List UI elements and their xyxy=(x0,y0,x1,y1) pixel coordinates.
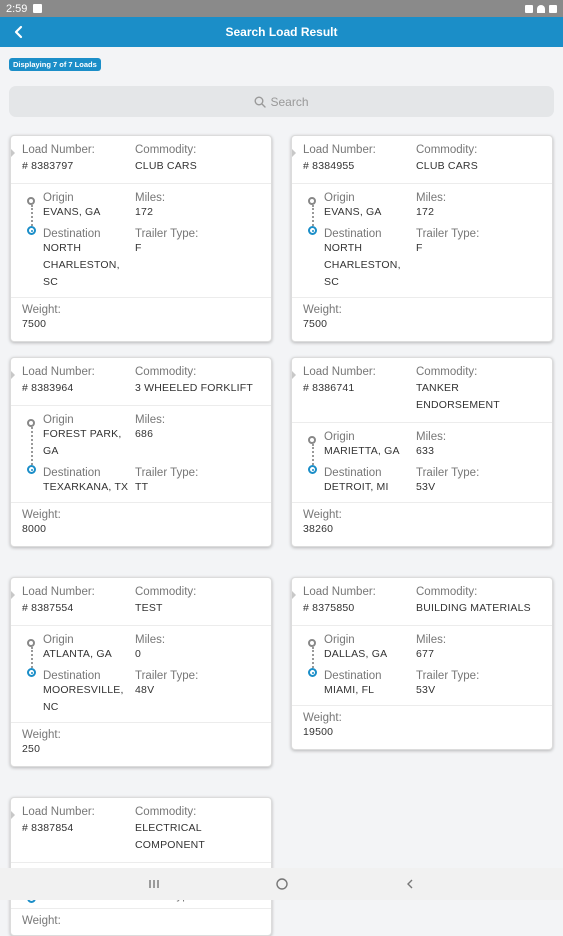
status-time: 2:59 xyxy=(6,2,28,15)
destination-label: Destination xyxy=(324,670,382,682)
commodity-value: ELECTRICAL COMPONENT xyxy=(135,822,206,851)
route-dotted-line xyxy=(312,205,314,226)
miles-value: 686 xyxy=(135,428,154,440)
commodity-value: BUILDING MATERIALS xyxy=(416,602,531,614)
origin-value: FOREST PARK, GA xyxy=(43,428,122,457)
origin-label: Origin xyxy=(43,634,74,646)
route-indicator xyxy=(27,639,37,677)
route-indicator xyxy=(27,419,37,474)
weight-label: Weight: xyxy=(303,509,342,521)
load-number-label: Load Number: xyxy=(303,366,376,378)
back-button[interactable] xyxy=(8,21,30,43)
home-icon xyxy=(275,877,289,891)
notification-icon xyxy=(33,4,42,13)
search-icon xyxy=(254,96,266,108)
origin-value: EVANS, GA xyxy=(324,206,382,218)
recents-icon xyxy=(148,878,160,890)
commodity-label: Commodity: xyxy=(416,144,478,156)
weight-label: Weight: xyxy=(22,304,61,316)
trailer-type-value: TT xyxy=(135,481,149,493)
weight-section xyxy=(11,297,271,341)
search-placeholder: Search xyxy=(270,94,309,109)
route-dotted-line xyxy=(312,444,314,465)
route-indicator xyxy=(27,197,37,235)
weight-section xyxy=(11,908,271,935)
trailer-type-value: 53V xyxy=(416,481,436,493)
results-count-badge: Displaying 7 of 7 Loads xyxy=(9,58,101,71)
system-nav-bar xyxy=(0,868,563,900)
miles-value: 0 xyxy=(135,648,142,660)
load-card[interactable] xyxy=(291,135,553,342)
trailer-type-label: Trailer Type: xyxy=(135,228,199,240)
route-dotted-line xyxy=(31,205,33,226)
card-corner-marker xyxy=(11,591,15,599)
route-dotted-line xyxy=(312,647,314,668)
load-number-value: # 8384955 xyxy=(303,160,355,172)
route-indicator xyxy=(308,639,318,677)
destination-value: MOORESVILLE, NC xyxy=(43,684,124,713)
recents-button[interactable] xyxy=(144,874,164,894)
origin-value: EVANS, GA xyxy=(43,206,101,218)
origin-marker-icon xyxy=(27,197,35,205)
card-corner-marker xyxy=(11,811,15,819)
weight-value: 38260 xyxy=(303,523,334,535)
load-card[interactable] xyxy=(291,357,553,547)
destination-label: Destination xyxy=(324,228,382,240)
load-number-label: Load Number: xyxy=(303,586,376,598)
commodity-value: 3 WHEELED FORKLIFT xyxy=(135,382,253,394)
load-number-value: # 8387854 xyxy=(22,822,74,834)
load-number-label: Load Number: xyxy=(303,144,376,156)
destination-marker-icon xyxy=(27,668,36,677)
battery-icon xyxy=(549,5,557,13)
weight-section xyxy=(292,705,552,749)
lock-icon xyxy=(525,5,533,13)
destination-label: Destination xyxy=(43,228,101,240)
destination-marker-icon xyxy=(27,465,36,474)
wifi-icon xyxy=(537,5,545,13)
origin-marker-icon xyxy=(308,197,316,205)
weight-section xyxy=(292,297,552,341)
miles-label: Miles: xyxy=(135,634,166,646)
load-number-value: # 8383964 xyxy=(22,382,74,394)
origin-label: Origin xyxy=(324,192,355,204)
load-number-label: Load Number: xyxy=(22,806,95,818)
load-card[interactable] xyxy=(10,577,272,767)
nav-back-button[interactable] xyxy=(400,874,420,894)
weight-label: Weight: xyxy=(22,915,61,927)
route-indicator xyxy=(308,197,318,235)
miles-label: Miles: xyxy=(416,634,447,646)
origin-marker-icon xyxy=(27,419,35,427)
page-title: Search Load Result xyxy=(225,25,338,39)
origin-value: ATLANTA, GA xyxy=(43,648,112,660)
route-section xyxy=(11,625,271,722)
destination-value: DETROIT, MI xyxy=(324,481,389,493)
weight-label: Weight: xyxy=(22,729,61,741)
weight-section xyxy=(11,722,271,766)
destination-value: NORTH CHARLESTON, SC xyxy=(43,242,120,288)
destination-value: TEXARKANA, TX xyxy=(43,481,129,493)
origin-label: Origin xyxy=(324,431,355,443)
route-section xyxy=(292,422,552,502)
miles-value: 172 xyxy=(135,206,154,218)
back-arrow-icon xyxy=(12,25,26,39)
card-corner-marker xyxy=(11,149,15,157)
destination-label: Destination xyxy=(43,467,101,479)
trailer-type-label: Trailer Type: xyxy=(416,467,480,479)
commodity-value: CLUB CARS xyxy=(135,160,197,172)
card-corner-marker xyxy=(11,371,15,379)
miles-value: 172 xyxy=(416,206,435,218)
trailer-type-label: Trailer Type: xyxy=(135,467,199,479)
origin-value: MARIETTA, GA xyxy=(324,445,400,457)
trailer-type-value: 53V xyxy=(416,684,436,696)
route-section xyxy=(292,625,552,705)
weight-label: Weight: xyxy=(22,509,61,521)
status-bar xyxy=(0,0,563,17)
miles-label: Miles: xyxy=(135,192,166,204)
home-button[interactable] xyxy=(272,874,292,894)
load-number-value: # 8387554 xyxy=(22,602,74,614)
trailer-type-label: Trailer Type: xyxy=(416,670,480,682)
app-bar xyxy=(0,17,563,47)
route-section xyxy=(11,183,271,297)
commodity-label: Commodity: xyxy=(135,144,197,156)
trailer-type-label: Trailer Type: xyxy=(135,670,199,682)
origin-label: Origin xyxy=(43,414,74,426)
route-section xyxy=(11,405,271,502)
weight-value: 250 xyxy=(22,743,41,755)
route-indicator xyxy=(308,436,318,474)
load-number-value: # 8383797 xyxy=(22,160,74,172)
trailer-type-value: 48V xyxy=(135,684,155,696)
weight-section xyxy=(11,502,271,546)
commodity-value: TEST xyxy=(135,602,163,614)
commodity-label: Commodity: xyxy=(416,366,478,378)
origin-value: DALLAS, GA xyxy=(324,648,388,660)
commodity-label: Commodity: xyxy=(135,806,197,818)
miles-value: 633 xyxy=(416,445,435,457)
weight-section xyxy=(292,502,552,546)
load-card[interactable] xyxy=(10,135,272,342)
origin-label: Origin xyxy=(43,192,74,204)
weight-value: 8000 xyxy=(22,523,47,535)
origin-marker-icon xyxy=(27,639,35,647)
origin-marker-icon xyxy=(308,436,316,444)
miles-label: Miles: xyxy=(135,414,166,426)
weight-value: 7500 xyxy=(22,318,47,330)
destination-label: Destination xyxy=(43,670,101,682)
trailer-type-label: Trailer Type: xyxy=(416,228,480,240)
route-dotted-line xyxy=(31,647,33,668)
destination-marker-icon xyxy=(308,668,317,677)
destination-marker-icon xyxy=(308,226,317,235)
load-number-label: Load Number: xyxy=(22,366,95,378)
trailer-type-value: F xyxy=(135,242,142,254)
route-section xyxy=(292,183,552,297)
weight-value: 7500 xyxy=(303,318,328,330)
card-corner-marker xyxy=(292,591,296,599)
load-card[interactable] xyxy=(10,357,272,547)
destination-value: MIAMI, FL xyxy=(324,684,375,696)
miles-value: 677 xyxy=(416,648,435,660)
destination-marker-icon xyxy=(27,226,36,235)
destination-label: Destination xyxy=(324,467,382,479)
weight-label: Weight: xyxy=(303,712,342,724)
search-input[interactable] xyxy=(9,86,554,117)
miles-label: Miles: xyxy=(416,431,447,443)
origin-marker-icon xyxy=(308,639,316,647)
weight-value: 19500 xyxy=(303,726,334,738)
load-number-label: Load Number: xyxy=(22,144,95,156)
load-card[interactable] xyxy=(10,797,272,936)
commodity-label: Commodity: xyxy=(135,586,197,598)
weight-label: Weight: xyxy=(303,304,342,316)
card-corner-marker xyxy=(292,149,296,157)
commodity-value: CLUB CARS xyxy=(416,160,478,172)
route-dotted-line xyxy=(31,427,33,465)
commodity-label: Commodity: xyxy=(135,366,197,378)
load-number-value: # 8375850 xyxy=(303,602,355,614)
commodity-label: Commodity: xyxy=(416,586,478,598)
destination-marker-icon xyxy=(308,465,317,474)
card-corner-marker xyxy=(292,371,296,379)
load-card[interactable] xyxy=(291,577,553,750)
origin-label: Origin xyxy=(324,634,355,646)
miles-label: Miles: xyxy=(416,192,447,204)
load-number-label: Load Number: xyxy=(22,586,95,598)
nav-back-icon xyxy=(404,878,416,890)
trailer-type-value: F xyxy=(416,242,423,254)
load-number-value: # 8386741 xyxy=(303,382,355,394)
commodity-value: TANKER ENDORSEMENT xyxy=(416,382,500,411)
status-icons xyxy=(525,5,557,13)
destination-value: NORTH CHARLESTON, SC xyxy=(324,242,401,288)
